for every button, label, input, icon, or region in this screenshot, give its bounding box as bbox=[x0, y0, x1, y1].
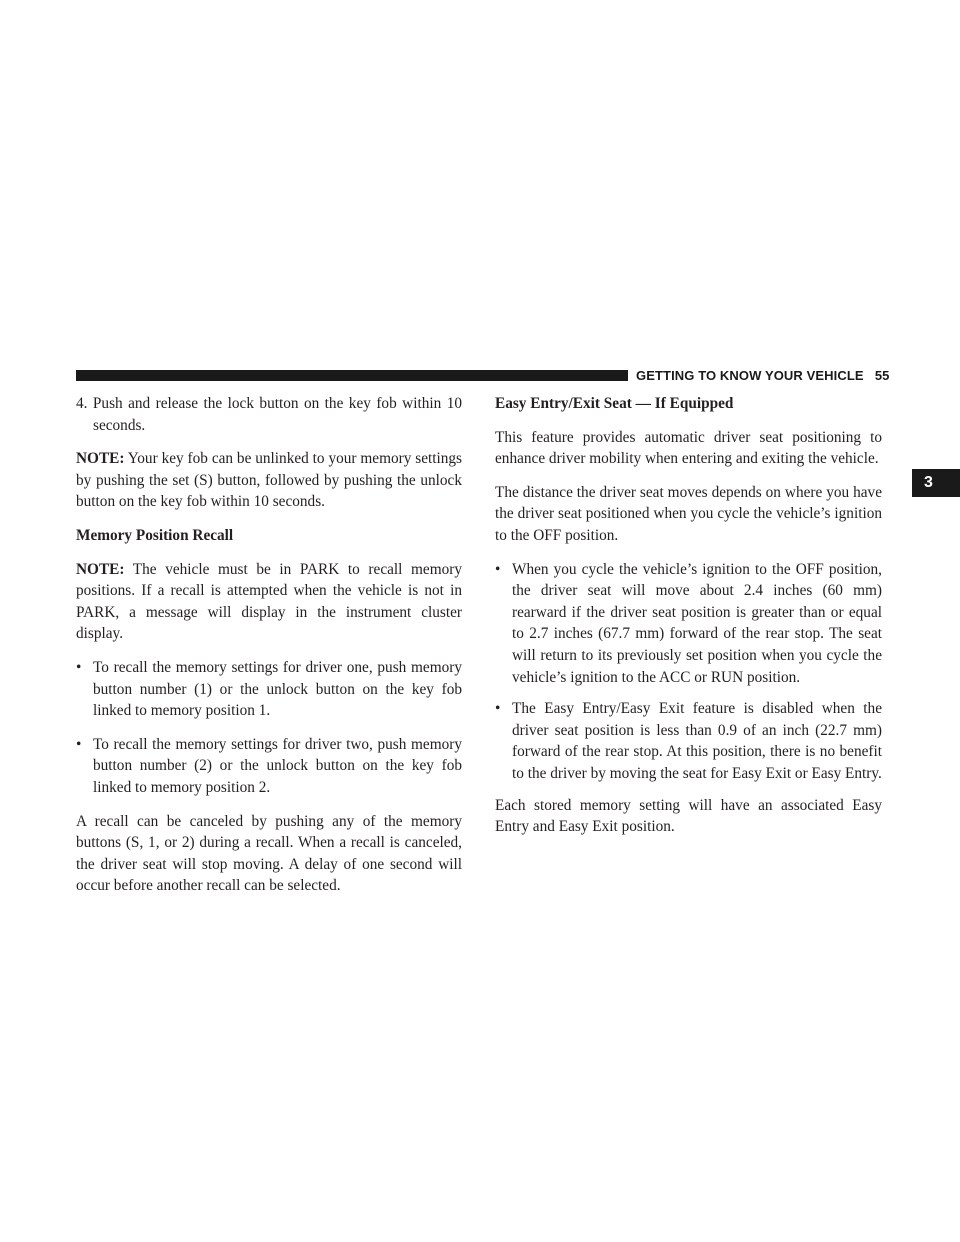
bullet-text: To recall the memory settings for driver one, push memory button number (1) or the unlock button on the key fob linked to memory position 1. bbox=[93, 658, 462, 720]
note-park bbox=[76, 559, 462, 645]
chapter-number: 3 bbox=[924, 474, 933, 491]
easy-entry-exit-heading: Easy Entry/Exit Seat — If Equipped bbox=[495, 395, 734, 412]
bullet-icon: • bbox=[495, 700, 501, 718]
note-label: NOTE: bbox=[76, 560, 125, 578]
memory-position-recall-heading: Memory Position Recall bbox=[76, 526, 234, 544]
note-label: NOTE: bbox=[76, 450, 125, 468]
note-text: The vehicle must be in PARK to recall memory positions. If a recall is attempted when the vehicle is not in PARK, a message will display in the instrument cluster display. bbox=[76, 560, 462, 643]
step-4: 4. Push and release the lock button on the key fob within 10 seconds. bbox=[76, 395, 462, 434]
seat-distance-paragraph: The distance the driver seat moves depends on where you have the driver seat positioned when you cycle the vehicle’s ignition to the OFF position. bbox=[495, 483, 882, 544]
easy-entry-intro: This feature provides automatic driver seat positioning to enhance driver mobility when entering and exiting the vehicle. bbox=[495, 428, 882, 468]
bullet-ignition-off bbox=[495, 559, 882, 689]
header-rule bbox=[76, 370, 628, 381]
bullet-icon: • bbox=[76, 658, 82, 676]
bullet-feature-disabled bbox=[495, 698, 882, 784]
page-header bbox=[636, 368, 890, 383]
note-unlink bbox=[76, 448, 462, 513]
bullet-text: To recall the memory settings for driver two, push memory button number (2) or the unlock button on the key fob linked to memory position 2. bbox=[93, 735, 462, 796]
bullet-driver-one bbox=[76, 657, 462, 722]
bullet-text: The Easy Entry/Easy Exit feature is disabled when the driver seat position is less than 0.9 of an inch (22.7 mm) forward of the rear stop. At this position, there is no benefit to the driver by moving the seat for Easy Exit or Easy Entry. bbox=[512, 700, 882, 782]
right-column bbox=[495, 393, 882, 850]
bullet-driver-two bbox=[76, 734, 462, 799]
recall-cancel-paragraph: A recall can be canceled by pushing any of the memory buttons (S, 1, or 2) during a recall. When a recall is canceled, the driver seat will stop moving. A delay of one second will occur before another recall can be selected. bbox=[76, 812, 462, 895]
page-number: 55 bbox=[874, 368, 890, 383]
left-column bbox=[76, 393, 462, 909]
note-text: Your key fob can be unlinked to your memory settings by pushing the set (S) button, followed by pushing the unlock button on the key fob within 10 seconds. bbox=[76, 450, 462, 511]
closing-paragraph: Each stored memory setting will have an associated Easy Entry and Easy Exit position. bbox=[495, 796, 882, 836]
bullet-icon: • bbox=[76, 735, 82, 753]
bullet-icon: • bbox=[495, 560, 501, 578]
chapter-tab bbox=[912, 469, 960, 497]
section-title: GETTING TO KNOW YOUR VEHICLE bbox=[636, 368, 864, 383]
bullet-text: When you cycle the vehicle’s ignition to the OFF position, the driver seat will move about 2.4 inches (60 mm) rearward if the driver seat position is greater than or equal to 2.7 inches (67.7 mm) forward of the rear stop. The seat will return to its previously set position when you cycle the vehicle’s ignition to the ACC or RUN position. bbox=[512, 560, 882, 686]
